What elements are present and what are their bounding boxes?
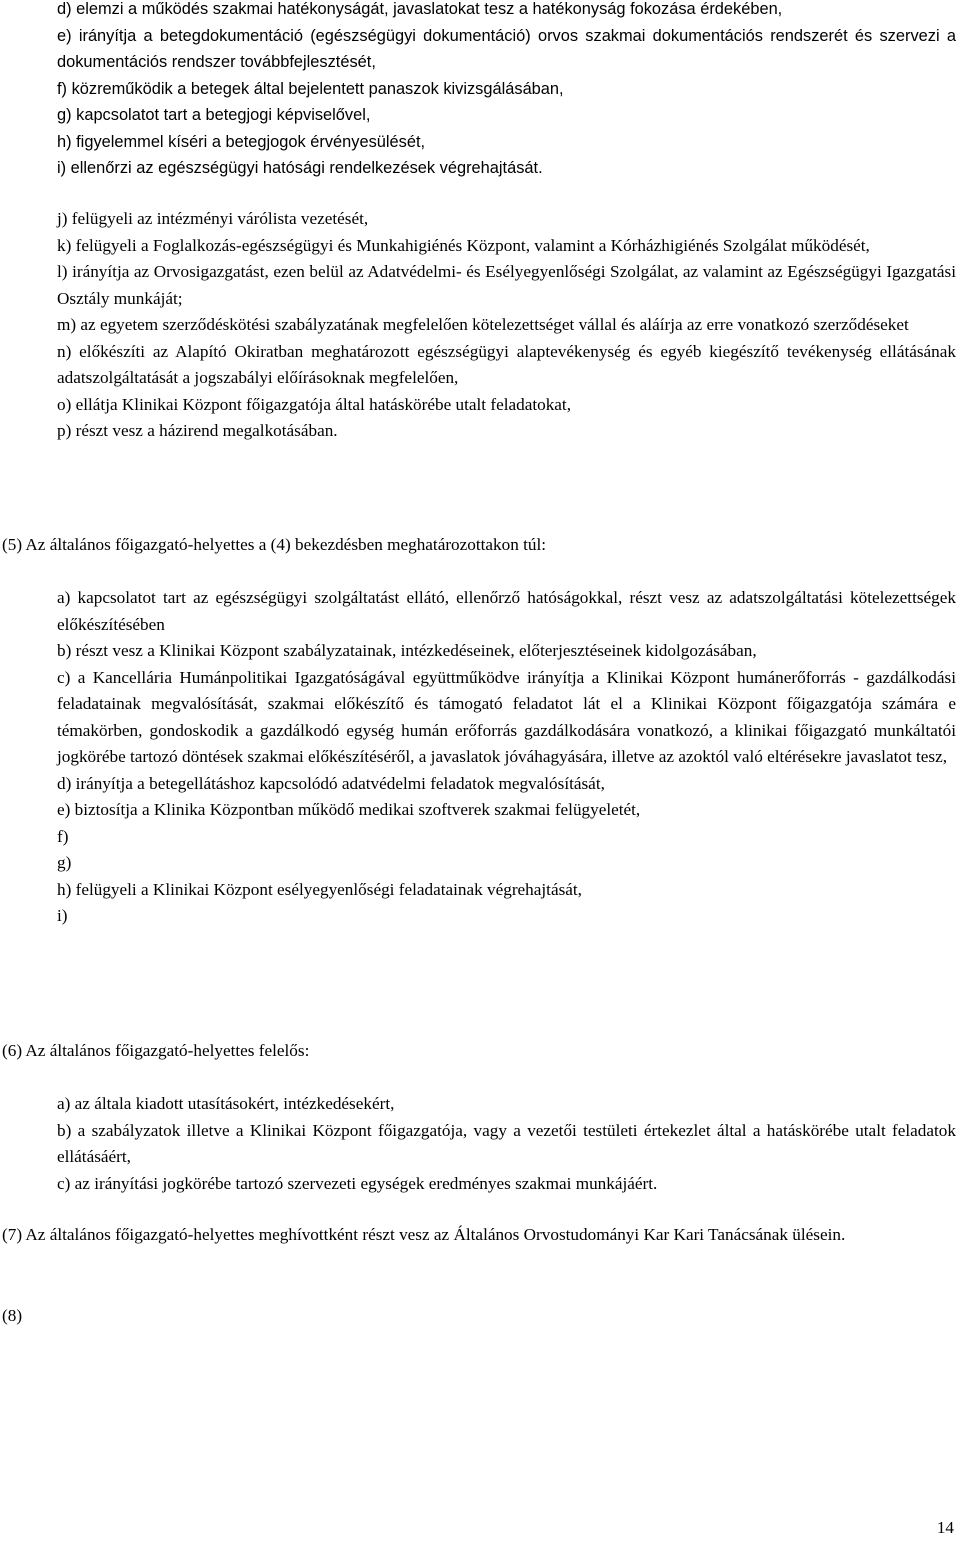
list-item-g: g) kapcsolatot tart a betegjogi képviselővel, <box>57 106 371 124</box>
section-8-paragraph: (8) <box>2 1306 23 1325</box>
list-item-d: d) irányítja a betegellátáshoz kapcsolódó adatvédelmi feladatok megvalósítását, <box>57 773 605 793</box>
section-4-sans-list <box>57 0 956 182</box>
list-item-b: b) a szabályzatok illetve a Klinikai Központ főigazgatója, vagy a vezetői testületi értekezlet által a hatáskörébe utalt feladatok ellátásáért, <box>57 1120 956 1166</box>
section-5-heading: (5) Az általános főigazgató-helyettes a (4) bekezdésben meghatározottakon túl: <box>2 535 547 554</box>
section-7-paragraph: (7) Az általános főigazgató-helyettes meghívottként részt vesz az Általános Orvostudományi Kar Kari Tanácsának ülésein. <box>2 1225 846 1244</box>
list-item-n: n) előkészíti az Alapító Okiratban meghatározott egészségügyi alaptevékenység és egyéb kiegészítő tevékenység ellátásának adatszolgáltatását a jogszabályi előírásoknak megfelelően, <box>57 341 956 387</box>
list-item-i: i) <box>57 906 68 925</box>
list-item-k: k) felügyeli a Foglalkozás-egészségügyi és Munkahigiénés Központ, valamint a Kórházhigiénés Szolgálat működését, <box>57 235 870 255</box>
section-4-serif-list <box>57 206 956 445</box>
list-item-j: j) felügyeli az intézményi várólista vezetését, <box>57 209 369 228</box>
list-item-h: h) felügyeli a Klinikai Központ esélyegyenlőségi feladatainak végrehajtását, <box>57 879 582 899</box>
list-item-c: c) a Kancellária Humánpolitikai Igazgatóságával együttműködve irányítja a Klinikai Központ humánerőforrás - gazdálkodási feladatainak megvalósítását, szakmai előkészítő és támogató feladatot lát el a Klinikai Központ főigazgatója számára e témakörben, gondoskodik a gazdálkodó egység humán erőforrás gazdálkodására vonatkozó, a klinikai főigazgató munkáltatói jogkörébe tartozó döntések szakmai előkészítéséről, a javaslatok jóváhagyására, illetve az azoktól való eltérésekre javaslatot tesz, <box>57 667 956 766</box>
list-item-b: b) részt vesz a Klinikai Központ szabályzatainak, intézkedéseinek, előterjesztéseinek kidolgozásában, <box>57 641 757 660</box>
list-item-i: i) ellenőrzi az egészségügyi hatósági rendelkezések végrehajtását. <box>57 159 543 177</box>
section-5-list <box>57 585 956 930</box>
list-item-f: f) <box>57 826 69 846</box>
list-item-c: c) az irányítási jogkörébe tartozó szervezeti egységek eredményes szakmai munkájáért. <box>57 1173 658 1193</box>
list-item-a: a) az általa kiadott utasításokért, intézkedésekért, <box>57 1094 395 1113</box>
section-6-heading: (6) Az általános főigazgató-helyettes felelős: <box>2 1041 310 1060</box>
list-item-o: o) ellátja Klinikai Központ főigazgatója által hatáskörébe utalt feladatokat, <box>57 394 571 414</box>
section-6-list <box>57 1091 956 1197</box>
list-item-f: f) közreműködik a betegek által bejelentett panaszok kivizsgálásában, <box>57 79 564 98</box>
list-item-m: m) az egyetem szerződéskötési szabályzatának megfelelően kötelezettséget vállal és aláírja az erre vonatkozó szerződéseket <box>57 315 909 334</box>
list-item-g: g) <box>57 853 72 872</box>
list-item-e: e) biztosítja a Klinika Központban működő medikai szoftverek szakmai felügyeletét, <box>57 800 641 819</box>
list-item-e: e) irányítja a betegdokumentáció (egészségügyi dokumentáció) orvos szakmai dokumentációs rendszerét és szervezi a dokumentációs rendszer továbbfejlesztését, <box>57 26 956 71</box>
list-item-l: l) irányítja az Orvosigazgatást, ezen belül az Adatvédelmi- és Esélyegyenlőségi Szolgálat, az valamint az Egészségügyi Igazgatási Osztály munkáját; <box>57 262 956 308</box>
list-item-h: h) figyelemmel kíséri a betegjogok érvényesülését, <box>57 132 426 151</box>
list-item-a: a) kapcsolatot tart az egészségügyi szolgáltatást ellátó, ellenőrző hatóságokkal, részt vesz az adatszolgáltatási kötelezettségek előkészítésében <box>57 588 956 634</box>
list-item-p: p) részt vesz a házirend megalkotásában. <box>57 421 338 440</box>
list-item-d: d) elemzi a működés szakmai hatékonyságát, javaslatokat tesz a hatékonyság fokozása érdekében, <box>57 0 783 18</box>
page-number: 14 <box>936 1518 954 1537</box>
